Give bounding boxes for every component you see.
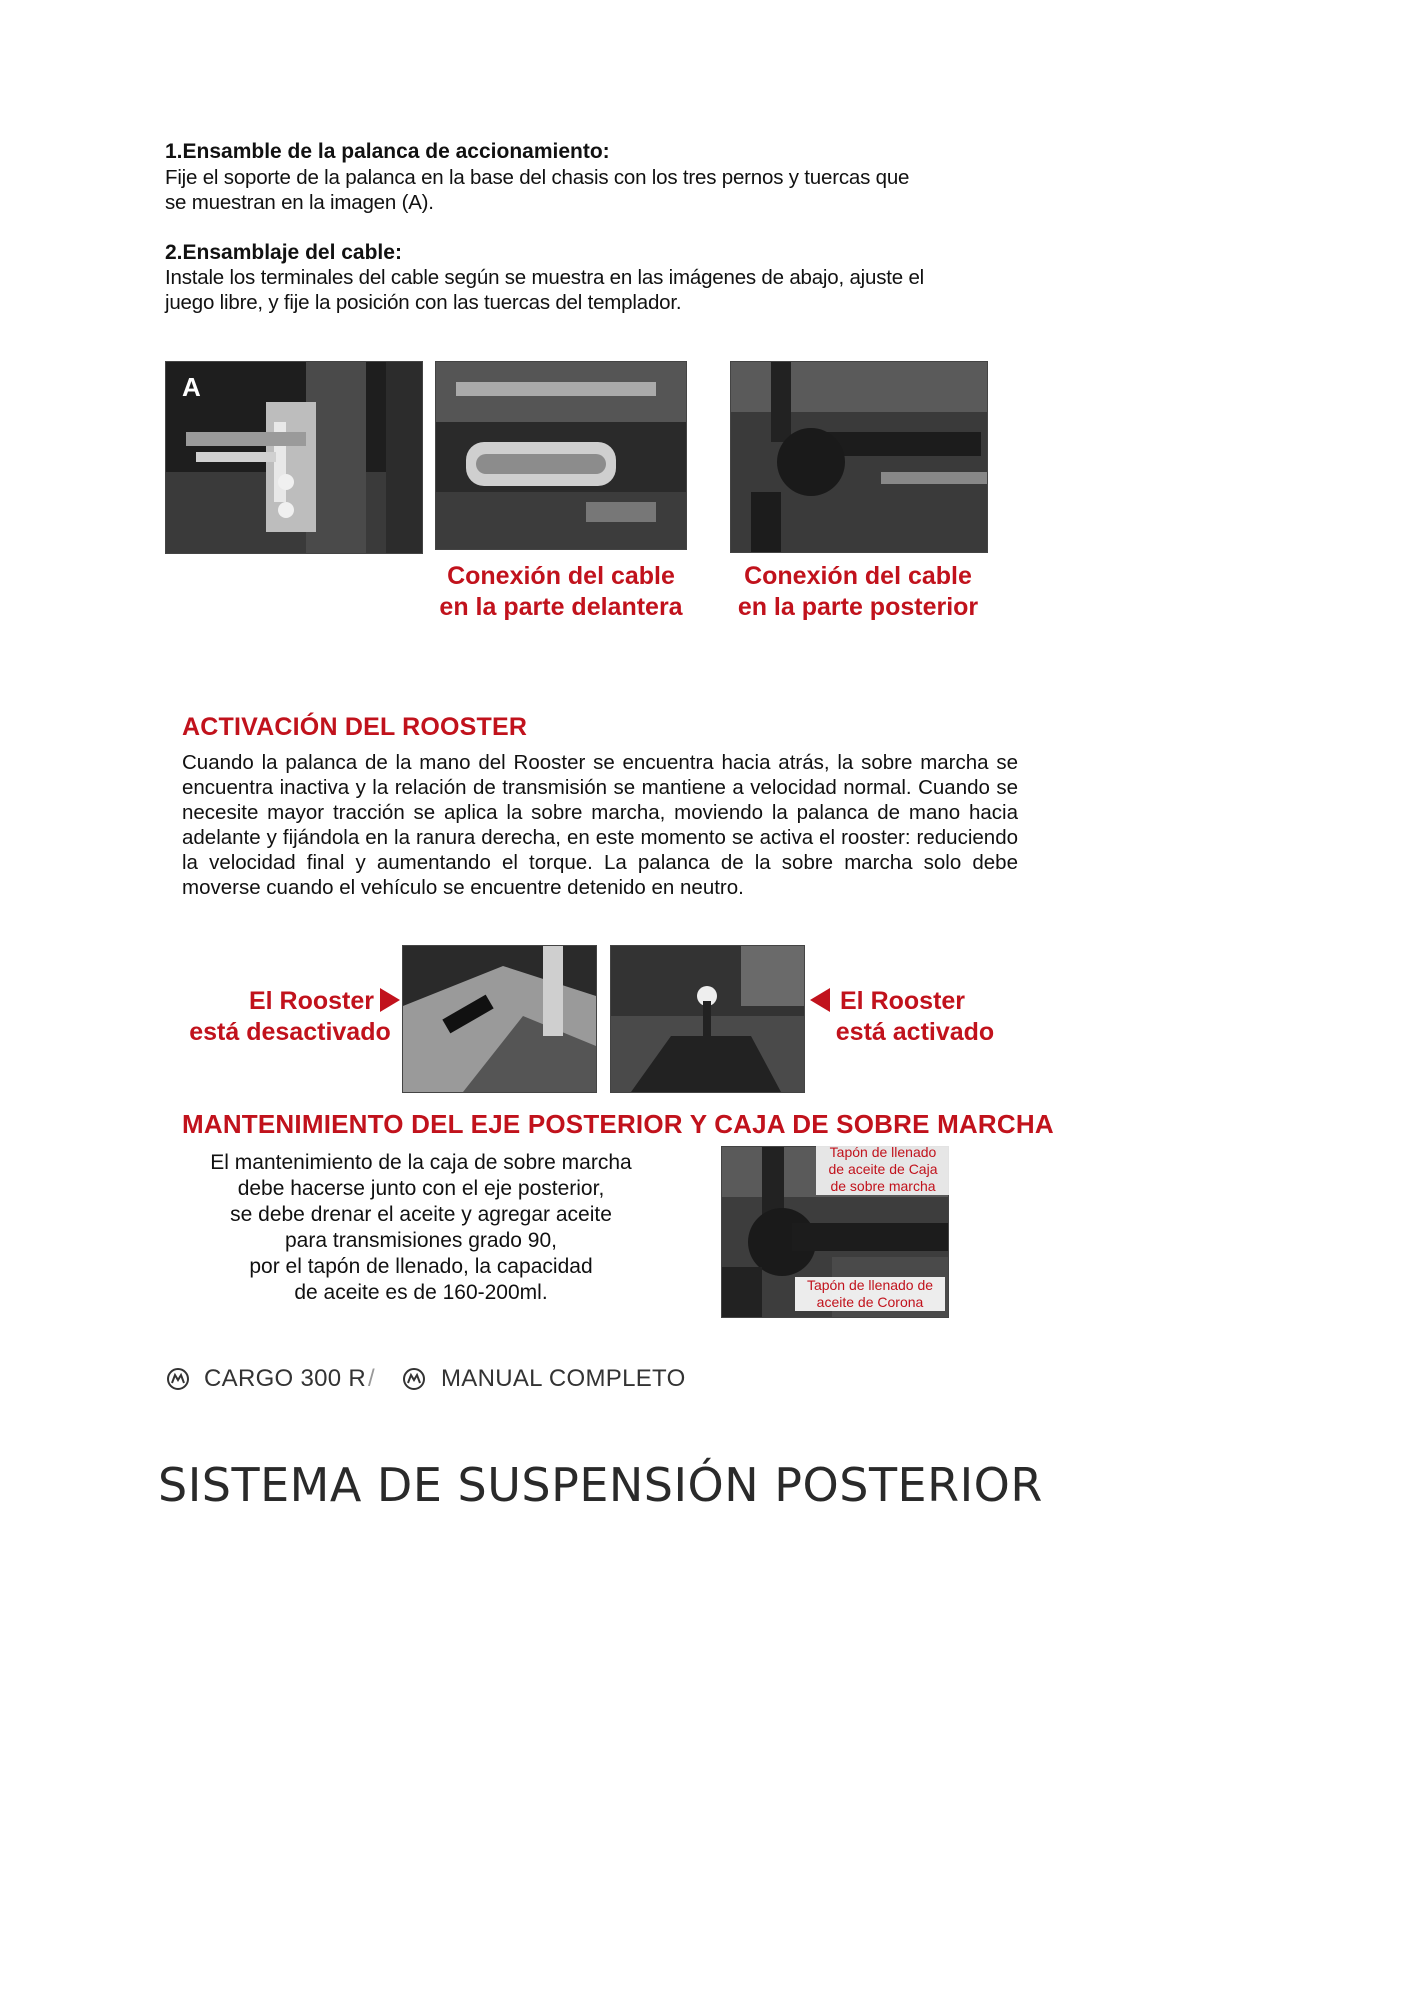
step2-title: 2.Ensamblaje del cable:: [165, 241, 402, 264]
rooster-off-line1: El Rooster: [248, 987, 374, 1015]
brand-logo-icon: [402, 1367, 426, 1391]
step2-line1: Instale los terminales del cable según se muestra en las imágenes de abajo, ajuste el: [165, 266, 925, 289]
rooster-heading: ACTIVACIÓN DEL ROOSTER: [182, 713, 528, 741]
photo-rooster-on: [610, 945, 805, 1093]
step1-line1: Fije el soporte de la palanca en la base del chasis con los tres pernos y tuercas que: [165, 166, 910, 189]
brand-logo-icon: [166, 1367, 190, 1391]
label-gearbox-fill: [816, 1144, 950, 1195]
footer-manual: MANUAL COMPLETO: [441, 1365, 686, 1392]
maintenance-line: El mantenimiento de la caja de sobre marcha: [210, 1151, 632, 1174]
rooster-on-label: [810, 985, 1020, 1017]
arrow-left-icon: [810, 988, 830, 1012]
footer-model: CARGO 300 R: [204, 1365, 367, 1392]
step1-line2: se muestran en la imagen (A).: [165, 191, 434, 214]
maintenance-line: por el tapón de llenado, la capacidad: [249, 1255, 593, 1278]
maintenance-line: para transmisiones grado 90,: [285, 1229, 557, 1252]
label-crown-fill-line: Tapón de llenado de: [806, 1277, 934, 1293]
caption-rear-2: en la parte posterior: [737, 593, 979, 621]
rooster-on-line1: El Rooster: [840, 987, 966, 1015]
maintenance-heading: MANTENIMIENTO DEL EJE POSTERIOR Y CAJA DE SOBRE MARCHA: [182, 1109, 1054, 1139]
label-gearbox-fill-line: de sobre marcha: [830, 1178, 936, 1194]
photo-a-label: A: [182, 372, 201, 402]
rooster-off-line2: está desactivado: [189, 1018, 391, 1046]
photo-lever-bracket: [165, 361, 423, 554]
page-title: SISTEMA DE SUSPENSIÓN POSTERIOR: [158, 1458, 1043, 1512]
label-crown-fill: [795, 1277, 945, 1311]
maintenance-text: [160, 1150, 682, 1306]
label-gearbox-fill-line: de aceite de Caja: [828, 1161, 938, 1177]
photo-front-cable: [435, 361, 687, 550]
maintenance-line: se debe drenar el aceite y agregar aceite: [230, 1203, 612, 1226]
label-gearbox-fill-line: Tapón de llenado: [829, 1144, 937, 1160]
caption-rear-1: Conexión del cable: [744, 562, 972, 590]
step2-line2: juego libre, y fije la posición con las tuercas del templador.: [165, 291, 682, 314]
maintenance-line: de aceite es de 160-200ml.: [294, 1281, 548, 1304]
rooster-on-line2: está activado: [835, 1018, 995, 1046]
caption-front-1: Conexión del cable: [447, 562, 675, 590]
label-crown-fill-line: aceite de Corona: [816, 1294, 924, 1310]
photo-rooster-off: [402, 945, 597, 1093]
rooster-off-label: [180, 985, 400, 1017]
footer-separator: /: [368, 1365, 375, 1392]
photo-rear-cable: [730, 361, 988, 553]
arrow-right-icon: [380, 988, 400, 1012]
step1-title: 1.Ensamble de la palanca de accionamiento:: [165, 140, 610, 163]
maintenance-line: debe hacerse junto con el eje posterior,: [237, 1177, 605, 1200]
caption-front-2: en la parte delantera: [439, 593, 683, 621]
rooster-paragraph: Cuando la palanca de la mano del Rooster se encuentra hacia atrás, la sobre marcha se encuentra inactiva y la relación de transmisión se mantiene a velocidad normal. Cuando se necesite mayor tracción se aplica la sobre marcha, moviendo la palanca de mano hacia adelante y fijándola en la ranura derecha, en este momento se activa el rooster: reduciendo la velocidad final y aumentando el torque. La palanca de la sobre marcha solo debe moverse cuando el vehículo se encuentre detenido en neutro.: [182, 751, 1018, 899]
